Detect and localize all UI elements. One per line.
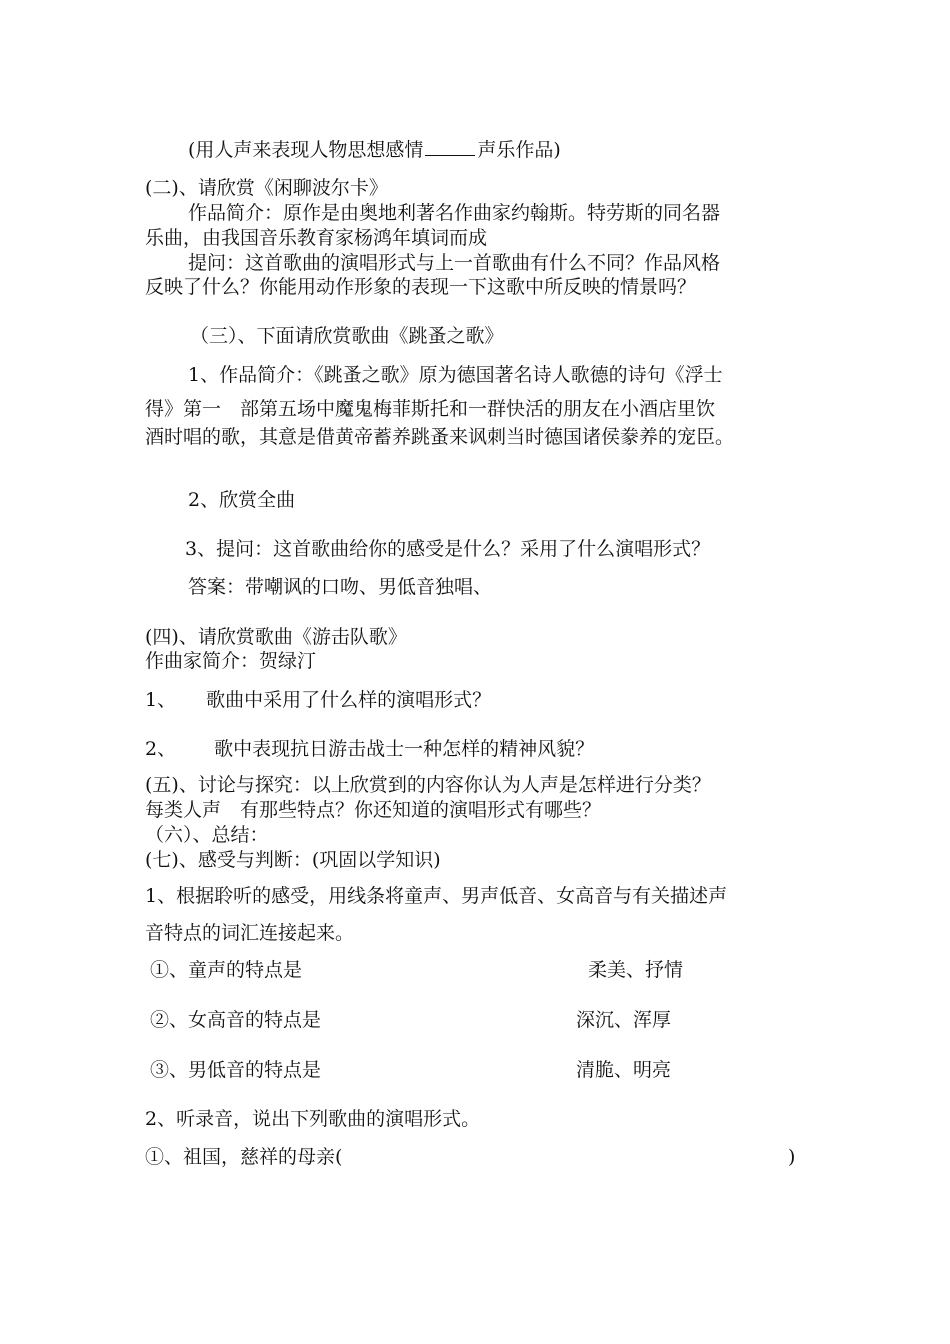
section-two-heading: (二)、请欣赏《闲聊波尔卡》 [145, 177, 388, 199]
exercise-1-line-1: 1、根据聆听的感受，用线条将童声、男声低音、女高音与有关描述声 [145, 885, 728, 907]
exercise-2-heading: 2、听录音，说出下列歌曲的演唱形式。 [145, 1108, 481, 1130]
section-four-question-1: 1、 歌曲中采用了什么样的演唱形式？ [145, 689, 492, 711]
section-five-1: (五)、讨论与探究：以上欣赏到的内容你认为人声是怎样进行分类？ [145, 774, 711, 796]
section-six-heading: （六）、总结： [145, 824, 269, 846]
match-left-2: ②、女高音的特点是 [150, 1009, 322, 1031]
section-three-intro-2: 得》第一 部第五场中魔鬼梅菲斯托和一群快活的朋友在小酒店里饮 [145, 398, 716, 420]
section-two-intro-2: 乐曲，由我国音乐教育家杨鸿年填词而成 [145, 227, 488, 249]
section-three-intro-3: 酒时唱的歌，其意是借黄帝蓄养跳蚤来讽刺当时德国诸侯豢养的宠臣。 [145, 426, 735, 448]
section-four-question-2: 2、 歌中表现抗日游击战士一种怎样的精神风貌？ [145, 738, 595, 760]
exercise-2-item-1-close: ) [788, 1146, 796, 1168]
exercise-1-line-2: 音特点的词汇连接起来。 [145, 922, 355, 944]
match-left-3: ③、男低音的特点是 [150, 1059, 322, 1081]
match-right-3: 清脆、明亮 [576, 1059, 672, 1081]
match-right-1: 柔美、抒情 [588, 959, 684, 981]
line-voice-expression: (用人声来表现人物思想感情 声乐作品) [188, 139, 561, 161]
section-two-question-1: 提问：这首歌曲的演唱形式与上一首歌曲有什么不同？作品风格 [188, 252, 721, 274]
section-three-intro-1: 1、作品简介：《跳蚤之歌》原为德国著名诗人歌德的诗句《浮士 [188, 364, 723, 386]
section-three-item-2: 2、欣赏全曲 [188, 489, 296, 511]
section-five-2: 每类人声 有那些特点？你还知道的演唱形式有哪些？ [145, 799, 602, 821]
section-two-question-2: 反映了什么？你能用动作形象的表现一下这歌中所反映的情景吗？ [145, 276, 697, 298]
match-right-2: 深沉、浑厚 [576, 1009, 672, 1031]
composer-intro: 作曲家简介：贺绿汀 [145, 650, 317, 672]
section-four-heading: (四)、请欣赏歌曲《游击队歌》 [145, 626, 407, 648]
match-left-1: ①、童声的特点是 [150, 959, 303, 981]
section-three-item-3: 3、提问：这首歌曲给你的感受是什么？采用了什么演唱形式？ [185, 538, 711, 560]
section-three-answer: 答案：带嘲讽的口吻、男低音独唱、 [188, 576, 493, 598]
exercise-2-item-1: ①、祖国，慈祥的母亲( [145, 1146, 343, 1168]
section-two-intro-1: 作品简介：原作是由奥地利著名作曲家约翰斯。特劳斯的同名器 [188, 202, 721, 224]
section-three-heading: （三）、下面请欣赏歌曲《跳蚤之歌》 [190, 325, 504, 347]
section-seven-heading: (七)、感受与判断：(巩固以学知识) [145, 849, 441, 871]
answer-blank [425, 139, 475, 156]
